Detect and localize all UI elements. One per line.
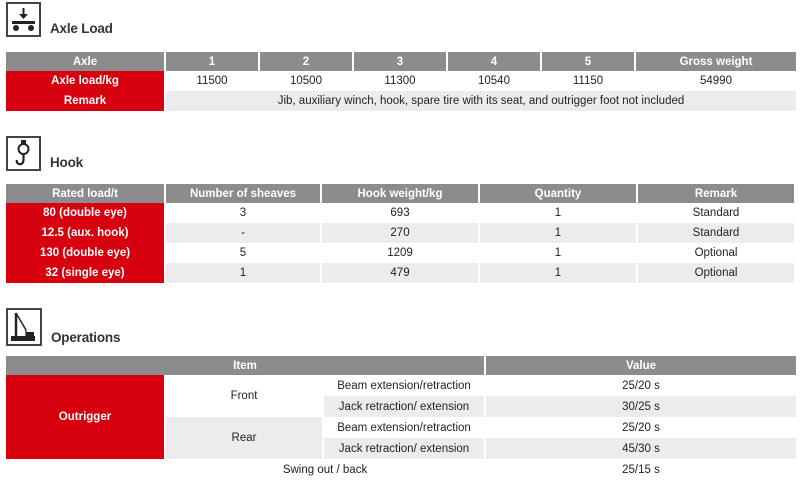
hook-table [4, 184, 796, 283]
sheaves-header: Number of sheaves [166, 184, 320, 203]
table-cell: Optional [638, 263, 794, 283]
operation-item: Beam extension/retraction [324, 417, 484, 438]
operation-value: 25/20 s [486, 375, 796, 396]
axle-3-header: 3 [354, 52, 446, 71]
table-cell: 693 [322, 203, 478, 223]
axle-load-title: Axle Load [50, 21, 113, 36]
table-cell: 270 [322, 223, 478, 243]
axle-1-header: 1 [166, 52, 258, 71]
axle-5-header: 5 [542, 52, 634, 71]
hook-title: Hook [50, 155, 83, 170]
axle-5-load: 11150 [542, 71, 634, 91]
operations-title: Operations [51, 330, 121, 345]
table-cell: 1209 [322, 243, 478, 263]
table-cell: 1 [166, 263, 320, 283]
table-cell: 1 [480, 203, 636, 223]
remark-label: Remark [6, 91, 164, 111]
axle-2-header: 2 [260, 52, 352, 71]
hook-remark-header: Remark [638, 184, 794, 203]
axle-header: Axle [6, 52, 164, 71]
axle-1-load: 11500 [166, 71, 258, 91]
axle-2-load: 10500 [260, 71, 352, 91]
axle-load-header [6, 2, 113, 37]
gross-weight-value: 54990 [636, 71, 796, 91]
table-cell: 5 [166, 243, 320, 263]
operations-table [4, 356, 798, 480]
table-cell: Standard [638, 203, 794, 223]
value-header: Value [486, 356, 796, 375]
axle-4-header: 4 [448, 52, 540, 71]
front-label: Front [166, 375, 322, 417]
rear-label: Rear [166, 417, 322, 459]
hook-icon [6, 136, 41, 171]
axle-load-table [4, 52, 798, 111]
operation-item: Jack retraction/ extension [324, 396, 484, 417]
operation-item: Beam extension/retraction [324, 375, 484, 396]
swing-value: 25/15 s [486, 459, 796, 480]
axle-load-label: Axle load/kg [6, 71, 164, 91]
axle-3-load: 11300 [354, 71, 446, 91]
operation-value: 25/20 s [486, 417, 796, 438]
table-cell: 1 [480, 243, 636, 263]
swing-label: Swing out / back [6, 459, 484, 480]
operations-header [6, 308, 120, 346]
axle-remark: Jib, auxiliary winch, hook, spare tire with its seat, and outrigger foot not included [166, 91, 796, 111]
hook-weight-header: Hook weight/kg [322, 184, 478, 203]
table-cell: 3 [166, 203, 320, 223]
gross-weight-header: Gross weight [636, 52, 796, 71]
rated-load-header: Rated load/t [6, 184, 164, 203]
hook-row-label: 80 (double eye) [6, 203, 164, 223]
table-cell: 479 [322, 263, 478, 283]
table-cell: Optional [638, 243, 794, 263]
crane-operations-icon [6, 308, 42, 346]
quantity-header: Quantity [480, 184, 636, 203]
hook-row-label: 12.5 (aux. hook) [6, 223, 164, 243]
hook-row-label: 32 (single eye) [6, 263, 164, 283]
item-header: Item [6, 356, 484, 375]
outrigger-label: Outrigger [6, 375, 164, 459]
operation-value: 45/30 s [486, 438, 796, 459]
operation-item: Jack retraction/ extension [324, 438, 484, 459]
table-cell: Standard [638, 223, 794, 243]
hook-header [6, 136, 83, 171]
operation-value: 30/25 s [486, 396, 796, 417]
axle-4-load: 10540 [448, 71, 540, 91]
table-cell: 1 [480, 223, 636, 243]
hook-row-label: 130 (double eye) [6, 243, 164, 263]
table-cell: - [166, 223, 320, 243]
axle-load-icon [6, 2, 41, 37]
table-cell: 1 [480, 263, 636, 283]
